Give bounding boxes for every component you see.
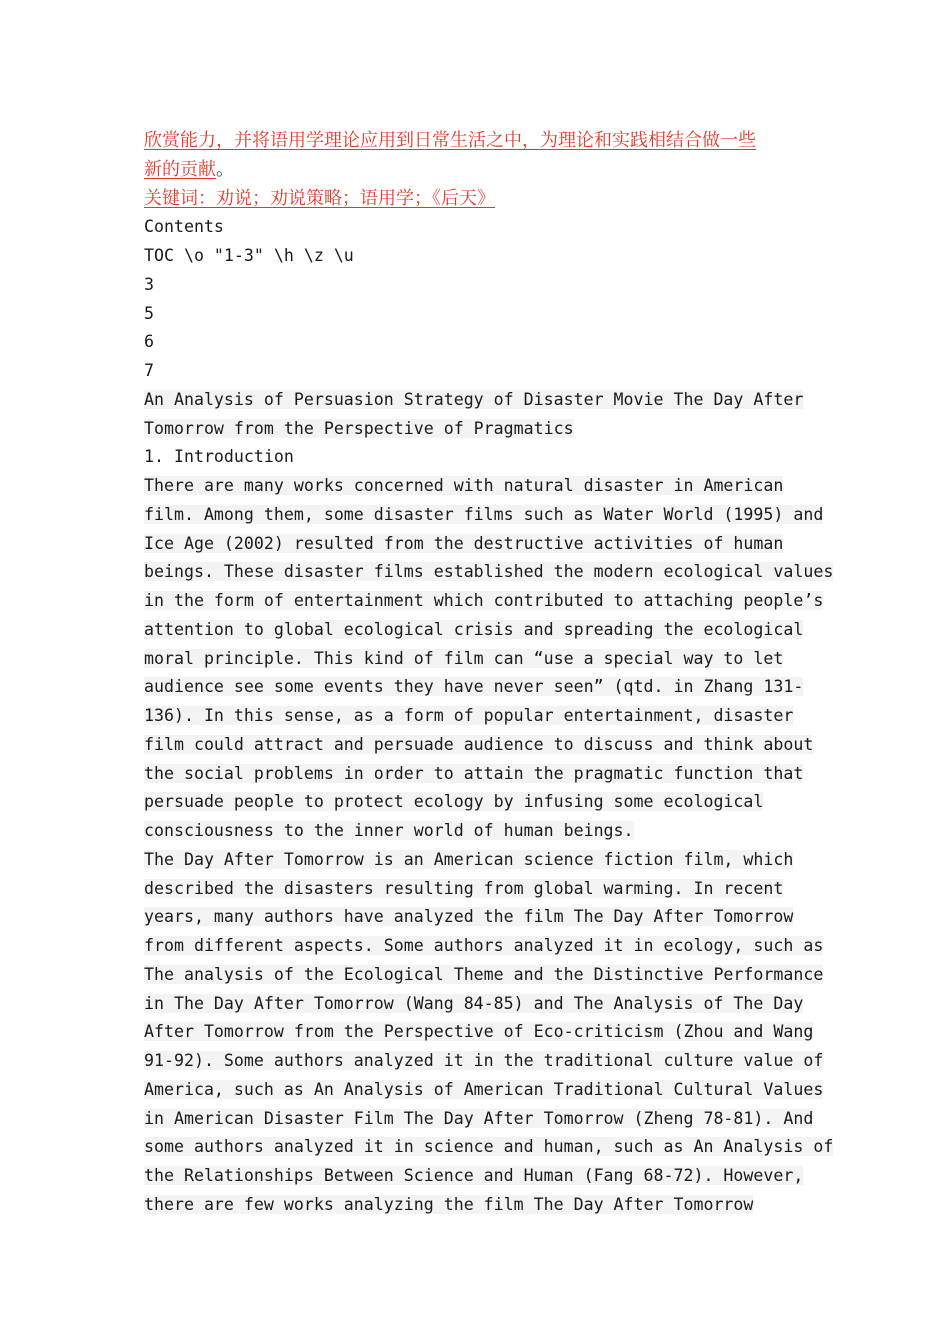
- paragraph-line: There are many works concerned with natural disaster in American: [144, 476, 784, 495]
- abstract-cn-period: 。: [216, 158, 234, 180]
- paragraph-line: The Day After Tomorrow is an American science fiction film, which: [144, 849, 794, 869]
- document-title: [144, 386, 812, 444]
- paragraph-line: beings. These disaster films established the modern ecological values: [144, 562, 834, 582]
- paragraph-line: 136). In this sense, as a form of popular entertainment, disaster: [144, 706, 794, 725]
- toc-heading: Contents: [144, 217, 224, 237]
- paragraph-line: After Tomorrow from the Perspective of Eco-criticism (Zhou and Wang: [144, 1022, 814, 1042]
- toc-field-code: TOC \o "1-3" \h \z \u: [144, 246, 354, 265]
- paragraph-line: consciousness to the inner world of human beings.: [144, 821, 634, 840]
- paragraph-1: [144, 472, 834, 846]
- paragraph-line: in the form of entertainment which contributed to attaching people’s: [144, 591, 824, 610]
- paragraph-line: from different aspects. Some authors analyzed it in ecology, such as: [144, 936, 824, 955]
- paragraph-line: Ice Age (2002) resulted from the destructive activities of human: [144, 533, 784, 553]
- abstract-cn-text-1: 欣赏能力，并将语用学理论应用到日常生活之中，为理论和实践相结合做一些: [144, 130, 756, 151]
- paragraph-line: film. Among them, some disaster films such as Water World (1995) and: [144, 504, 824, 524]
- paragraph-line: described the disasters resulting from global warming. In recent: [144, 878, 784, 898]
- paragraph-line: The analysis of the Ecological Theme and the Distinctive Performance: [144, 964, 824, 984]
- toc-page-number: 3: [144, 274, 154, 294]
- paragraph-line: in The Day After Tomorrow (Wang 84-85) and The Analysis of The Day: [144, 993, 804, 1013]
- paragraph-line: moral principle. This kind of film can “use a special way to let: [144, 648, 784, 668]
- abstract-cn-line-1: [144, 127, 812, 156]
- toc-page-number: 6: [144, 332, 154, 352]
- title-line: An Analysis of Persuasion Strategy of Disaster Movie The Day After: [144, 389, 804, 409]
- toc-page-number: 5: [144, 303, 154, 323]
- paragraph-line: 91-92). Some authors analyzed it in the traditional culture value of: [144, 1051, 824, 1070]
- paragraph-line: attention to global ecological crisis and spreading the ecological: [144, 619, 804, 639]
- section-heading: 1. Introduction: [144, 447, 294, 467]
- paragraph-line: there are few works analyzing the film The Day After Tomorrow: [144, 1194, 754, 1214]
- paragraph-line: the social problems in order to attain the pragmatic function that: [144, 763, 804, 783]
- keywords-line: [144, 185, 812, 214]
- paragraph-line: the Relationships Between Science and Human (Fang 68-72). However,: [144, 1166, 804, 1185]
- paragraph-line: in American Disaster Film The Day After Tomorrow (Zheng 78-81). And: [144, 1108, 814, 1128]
- document-page: [144, 127, 834, 1220]
- paragraph-2: [144, 846, 834, 1220]
- paragraph-line: persuade people to protect ecology by infusing some ecological: [144, 792, 764, 812]
- paragraph-line: some authors analyzed it in science and human, such as An Analysis of: [144, 1137, 834, 1157]
- abstract-cn-line-2: [144, 156, 812, 185]
- toc-page-number: 7: [144, 361, 154, 380]
- paragraph-line: audience see some events they have never seen” (qtd. in Zhang 131-: [144, 677, 804, 697]
- paragraph-line: film could attract and persuade audience to discuss and think about: [144, 734, 814, 754]
- title-line: Tomorrow from the Perspective of Pragmatics: [144, 418, 574, 438]
- paragraph-line: years, many authors have analyzed the film The Day After Tomorrow: [144, 907, 794, 927]
- keywords-text: 关键词：劝说；劝说策略；语用学；《后天》: [144, 187, 495, 209]
- paragraph-line: America, such as An Analysis of American Traditional Cultural Values: [144, 1079, 824, 1099]
- abstract-cn-text-2: 新的贡献: [144, 158, 216, 180]
